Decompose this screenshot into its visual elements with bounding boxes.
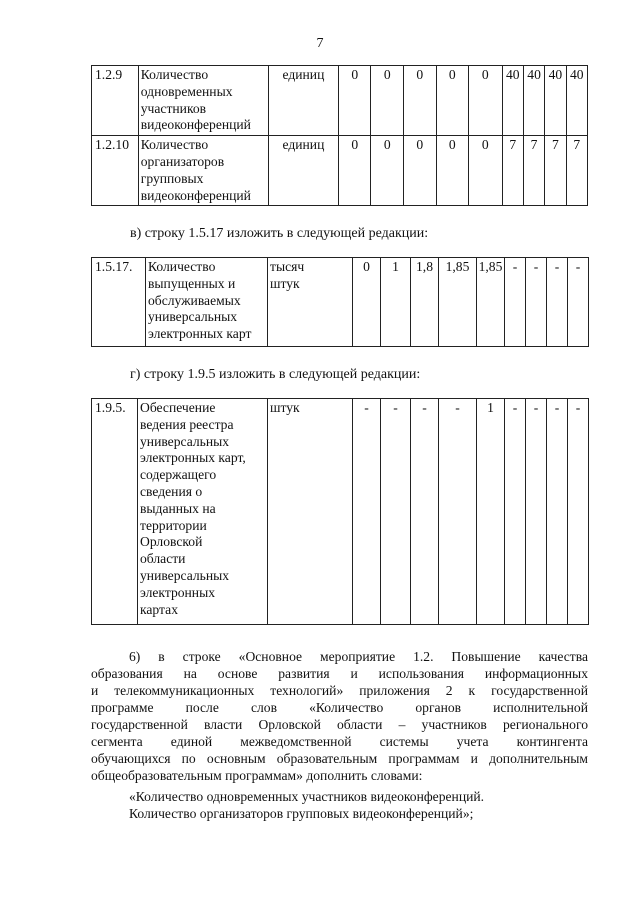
row-unit: единиц [268, 66, 338, 136]
row-code: 1.2.10 [92, 136, 139, 206]
row-value: - [381, 399, 411, 625]
row-value: - [439, 399, 477, 625]
row-value: 0 [436, 66, 469, 136]
indicators-table-3 [91, 398, 589, 625]
row-value: - [547, 399, 568, 625]
row-name: Количество одновременных участников видеоконференций [138, 66, 268, 136]
row-name: Обеспечение ведения реестра универсальных электронных карт, содержащего сведения о выданных на территории Орловской области универсальных электронных картах [138, 399, 268, 625]
row-name: Количество выпущенных и обслуживаемых универсальных электронных карт [146, 258, 268, 347]
row-value: - [568, 399, 589, 625]
indicators-table-1 [91, 65, 588, 206]
row-code: 1.9.5. [92, 399, 138, 625]
table-row [92, 258, 589, 347]
paragraph-line: обучающихся по основным образовательным программам и дополнительным [91, 751, 588, 766]
row-value: 0 [404, 66, 437, 136]
row-unit: единиц [268, 136, 338, 206]
table-row [92, 66, 588, 136]
row-value: 0 [338, 66, 371, 136]
row-value: 7 [523, 136, 544, 206]
row-value: 7 [545, 136, 566, 206]
paragraph-line: 6) в строке «Основное мероприятие 1.2. Повышение качества [129, 649, 588, 664]
paragraph-line: программе после слов «Количество органов исполнительной [91, 700, 588, 715]
row-name: Количество организаторов групповых видеоконференций [138, 136, 268, 206]
paragraph-line: сегмента единой межведомственной системы учета контингента [91, 734, 588, 749]
row-value: 40 [545, 66, 566, 136]
row-value: - [526, 258, 547, 347]
caption-g: г) строку 1.9.5 изложить в следующей редакции: [130, 367, 421, 382]
row-value: 7 [502, 136, 523, 206]
row-code: 1.5.17. [92, 258, 146, 347]
row-value: - [353, 399, 381, 625]
row-value: 0 [371, 136, 404, 206]
paragraph-line: и телекоммуникационных технологий» приложения 2 к государственной [91, 683, 588, 698]
row-value: - [411, 399, 439, 625]
row-value: 40 [502, 66, 523, 136]
row-unit: тысяч штук [268, 258, 353, 347]
paragraph-line: государственной власти Орловской области – участников регионального [91, 717, 588, 732]
row-value: 0 [469, 136, 503, 206]
row-code: 1.2.9 [92, 66, 139, 136]
row-value: 1,85 [439, 258, 477, 347]
quote-line-2: Количество организаторов групповых видеоконференций»; [129, 806, 474, 821]
quote-line-1: «Количество одновременных участников видеоконференций. [129, 789, 485, 804]
row-value: 0 [404, 136, 437, 206]
row-value: - [547, 258, 568, 347]
table-row [92, 136, 588, 206]
page-number: 7 [316, 36, 324, 51]
row-value: - [568, 258, 589, 347]
row-value: 0 [371, 66, 404, 136]
row-value: - [505, 399, 526, 625]
row-unit: штук [268, 399, 353, 625]
row-value: - [526, 399, 547, 625]
row-value: 0 [469, 66, 503, 136]
row-value: 7 [566, 136, 587, 206]
row-value: 1 [381, 258, 411, 347]
caption-v: в) строку 1.5.17 изложить в следующей редакции: [130, 226, 429, 241]
indicators-table-2 [91, 257, 589, 347]
row-value: 1,8 [411, 258, 439, 347]
row-value: 0 [436, 136, 469, 206]
row-value: 1 [477, 399, 505, 625]
row-value: 1,85 [477, 258, 505, 347]
row-value: 40 [523, 66, 544, 136]
row-value: 0 [353, 258, 381, 347]
row-value: 40 [566, 66, 587, 136]
paragraph-line: общеобразовательным программам» дополнить словами: [91, 768, 423, 783]
paragraph-line: образования на основе развития и использования информационных [91, 666, 588, 681]
amendment-paragraph [91, 648, 588, 784]
row-value: - [505, 258, 526, 347]
row-value: 0 [338, 136, 371, 206]
table-row [92, 399, 589, 625]
